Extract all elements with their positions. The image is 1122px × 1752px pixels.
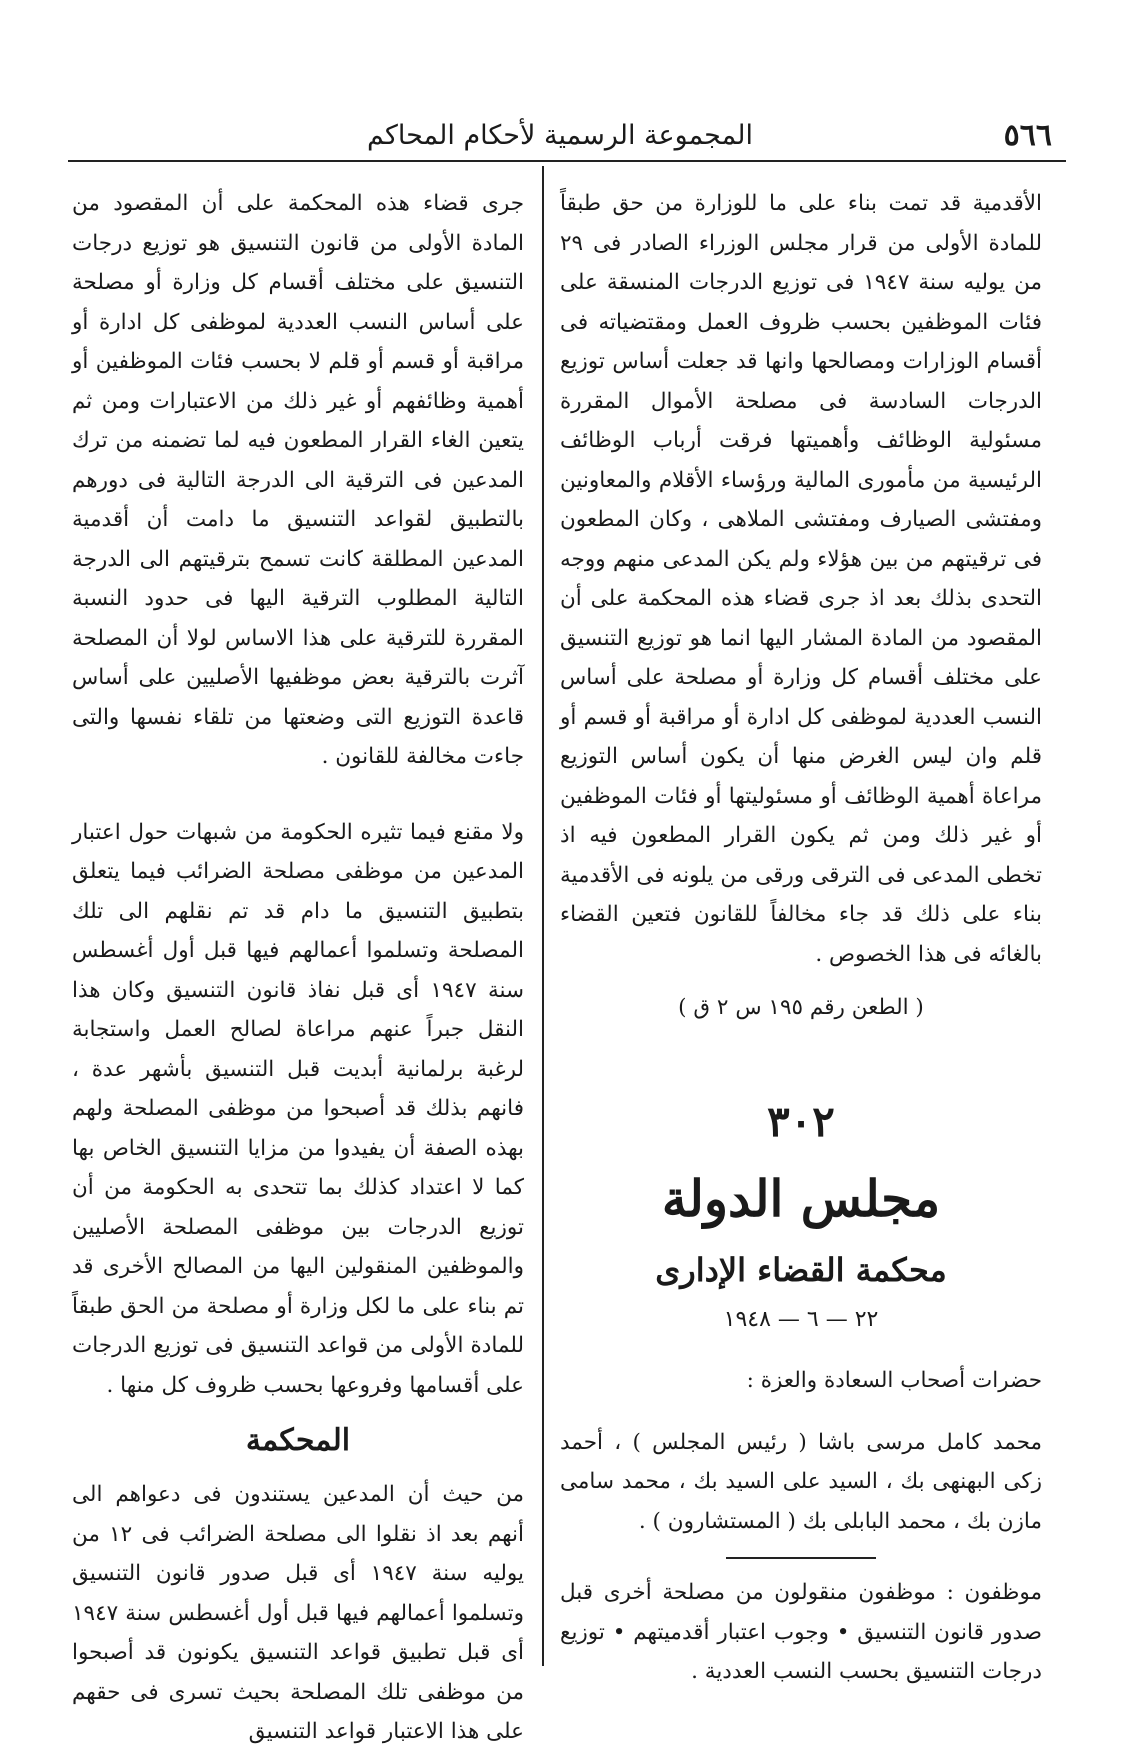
left-column bbox=[72, 184, 524, 1752]
holding-paragraph-1: جرى قضاء هذه المحكمة على أن المقصود من المادة الأولى من قانون التنسيق هو توزيع درجات التنسيق على مختلف أقسام كل وزارة أو مصلحة على أساس النسب العددية لموظفى كل ادارة أو مراقبة أو قسم أو قلم لا بحسب فئات الموظفين أو أهمية وظائفهم أو غير ذلك من الاعتبارات ومن ثم يتعين الغاء القرار المطعون فيه لما تضمنه من ترك المدعين فى الترقية الى الدرجة التالية فى دورهم بالتطبيق لقواعد التنسيق ما دامت أن أقدمية المدعين المطلقة كانت تسمح بترقيتهم الى الدرجة التالية المطلوب الترقية اليها فى حدود النسبة المقررة للترقية على هذا الاساس لولا أن المصلحة آثرت بالترقية بعض موظفيها الأصليين على أساس قاعدة التوزيع التى وضعتها من تلقاء نفسها والتى جاءت مخالفة للقانون . bbox=[72, 191, 524, 769]
header-rule bbox=[68, 160, 1066, 162]
spacer bbox=[560, 1339, 1042, 1361]
spacer bbox=[72, 777, 524, 813]
holding-paragraph-2: ولا مقنع فيما تثيره الحكومة من شبهات حول اعتبار المدعين من موظفى مصلحة الضرائب فيما يتعلق بتطبيق التنسيق ما دام قد تم نقلهم الى تلك المصلحة وتسلموا أعمالهم فيها قبل أول أغسطس سنة ١٩٤٧ أى قبل نفاذ قانون التنسيق وكان هذا النقل جبراً عنهم مراعاة لصالح العمل واستجابة لرغبة برلمانية أبديت قبل التنسيق بأشهر عدة ، فانهم بذلك قد أصبحوا من موظفى المصلحة ولهم بهذه الصفة أن يفيدوا من مزايا التنسيق الخاص بها كما لا اعتداد كذلك بما تتحدى به الحكومة من أن توزيع الدرجات بين موظفى المصلحة الأصليين والموظفين المنقولين اليها من المصالح الأخرى قد تم بناء على ما لكل وزارة أو مصلحة من الحق طبقاً للمادة الأولى من قواعد التنسيق فى توزيع الدرجات على أقسامها وفروعها بحسب ظروف كل منها . bbox=[72, 819, 524, 1398]
appeal-citation: ( الطعن رقم ١٩٥ س ٢ ق ) bbox=[678, 995, 924, 1020]
opening-paragraph: الأقدمية قد تمت بناء على ما للوزارة من حق طبقاً للمادة الأولى من قرار مجلس الوزراء الصادر فى ٢٩ من يوليه سنة ١٩٤٧ فى توزيع الدرجات المنسقة على فئات الموظفين بحسب ظروف العمل ومقتضياته فى أقسام الوزارات ومصالحها وانها قد جعلت أساس توزيع الدرجات السادسة فى مصلحة الأموال المقررة مسئولية الوظائف وأهميتها فرقت أرباب الوظائف الرئيسية من مأمورى المالية ورؤساء الأقلام والمعاونين ومفتشى الصيارف ومفتشى الملاهى ، وكان المطعون فى ترقيتهم من بين هؤلاء ولم يكن المدعى منهم ووجه التحدى بذلك بعد اذ جرى قضاء هذه المحكمة على أن المقصود من المادة المشار اليها انما هو توزيع التنسيق على مختلف أقسام كل وزارة أو مصلحة على أساس النسب العددية لموظفى كل ادارة أو مراقبة أو قسم أو قلم وان ليس الغرض منها أن يكون أساس التوزيع مراعاة أهمية الوظائف أو مسئوليتها أو فئات الموظفين أو غير ذلك ومن ثم يكون القرار المطعون فيه اذ تخطى المدعى فى الترقى ورقى من يلونه فى الأقدمية بناء على ذلك قد جاء مخالفاً للقانون فتعين القضاء بالغائه فى هذا الخصوص . bbox=[560, 191, 1042, 967]
right-column bbox=[560, 184, 1042, 1692]
case-number: ٣٠٢ bbox=[767, 1096, 835, 1146]
panel-intro: حضرات أصحاب السعادة والعزة : bbox=[746, 1368, 1042, 1393]
case-date: ٢٢ — ٦ — ١٩٤٨ bbox=[723, 1306, 879, 1332]
judgment-paragraph: من حيث أن المدعين يستندون فى دعواهم الى أنهم بعد اذ نقلوا الى مصلحة الضرائب فى ١٢ من يوليه سنة ١٩٤٧ أى قبل صدور قانون التنسيق وتسلموا أعمالهم فيها قبل أول أغسطس سنة ١٩٤٧ أى قبل تطبيق قواعد التنسيق يكونون قد أصبحوا من موظفى تلك المصلحة بحيث تسرى فى حقهم على هذا الاعتبار قواعد التنسيق bbox=[72, 1482, 524, 1744]
panel-members: محمد كامل مرسى باشا ( رئيس المجلس ) ، أحمد زكى البهنهى بك ، السيد على السيد بك ، محمد سامى مازن بك ، محمد البابلى بك ( المستشارون ) . bbox=[560, 1429, 1042, 1534]
column-divider bbox=[542, 166, 544, 1666]
court-title: محكمة القضاء الإدارى bbox=[655, 1250, 947, 1289]
council-title: مجلس الدولة bbox=[661, 1168, 941, 1228]
running-title: المجموعة الرسمية لأحكام المحاكم bbox=[367, 120, 753, 151]
section-heading: المحكمة bbox=[245, 1423, 351, 1458]
page-header bbox=[60, 108, 1060, 160]
separator-rule bbox=[726, 1557, 876, 1559]
case-subject: موظفون : موظفون منقولون من مصلحة أخرى قبل صدور قانون التنسيق • وجوب اعتبار أقدميتهم • توزيع درجات التنسيق بحسب النسب العددية . bbox=[560, 1580, 1042, 1684]
spacer bbox=[560, 1401, 1042, 1423]
page-number: ٥٦٦ bbox=[1003, 118, 1052, 153]
